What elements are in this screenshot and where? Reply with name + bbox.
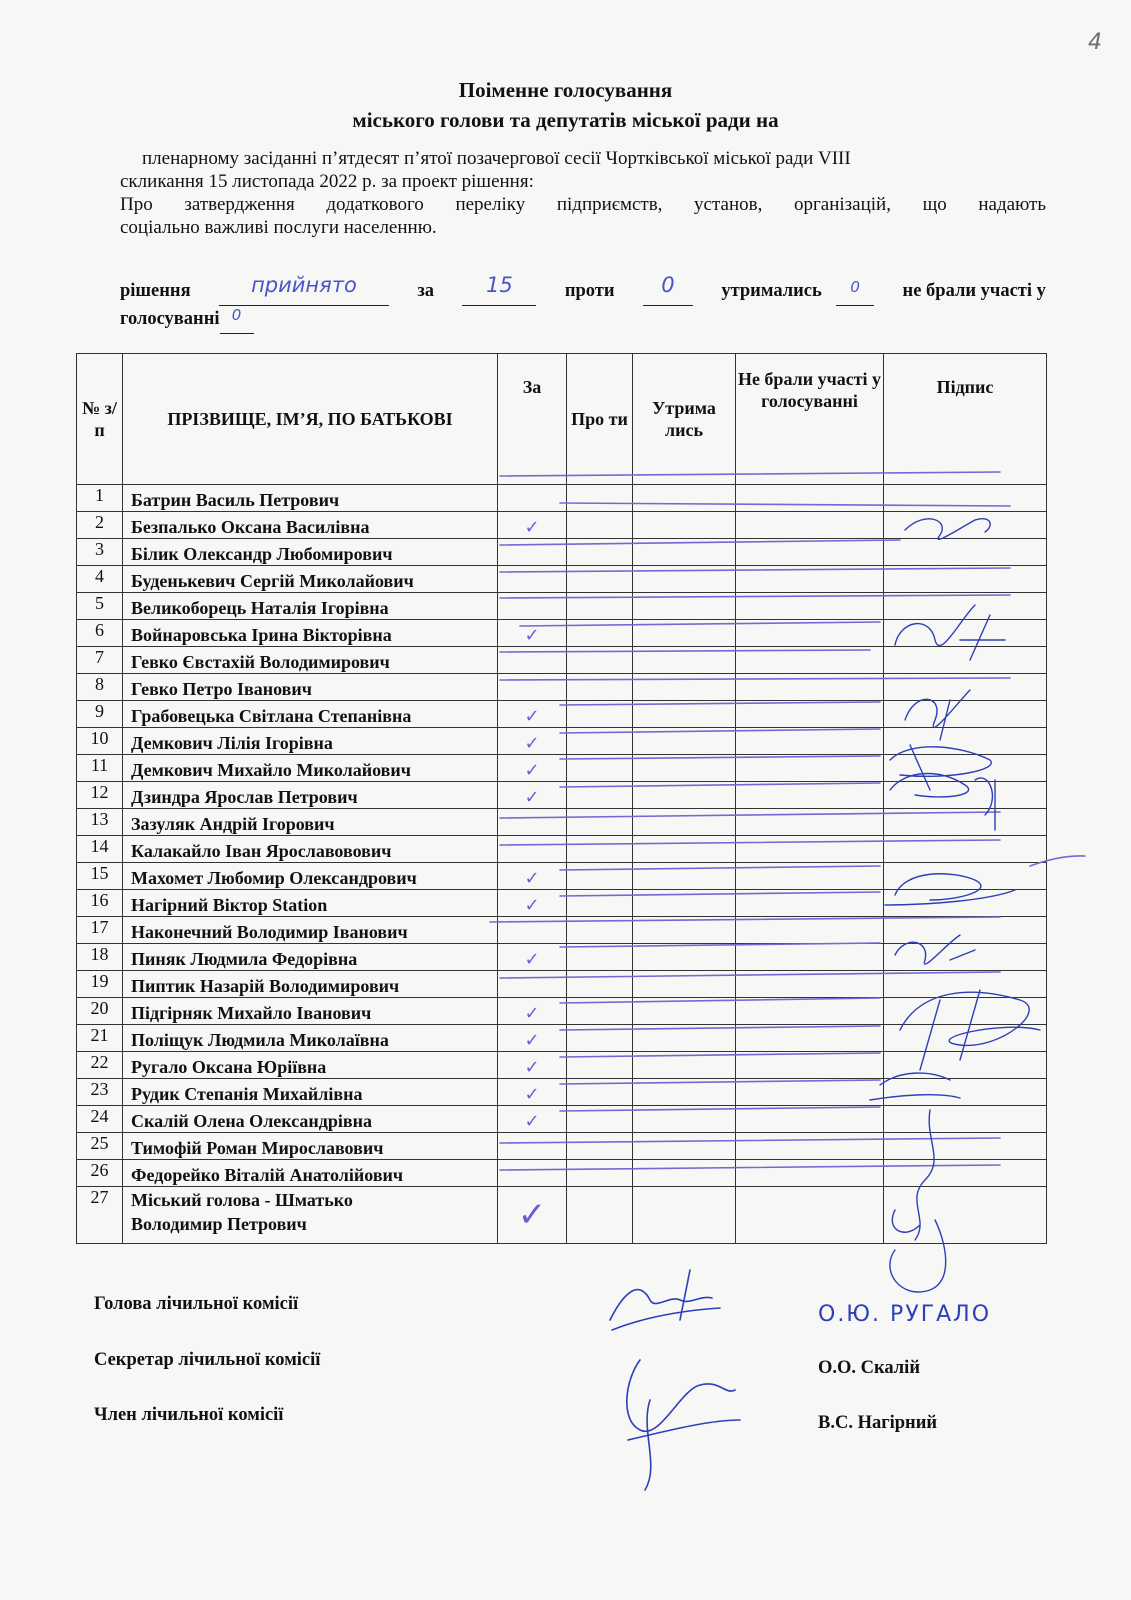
header-num: № з/п <box>77 354 123 485</box>
decision-label: рішення <box>120 281 191 301</box>
for-mark <box>498 917 567 944</box>
against-cell <box>567 1160 633 1187</box>
not-voted-cell <box>736 620 884 647</box>
table-row <box>77 701 1047 728</box>
for-mark: ✓ <box>498 1079 567 1106</box>
not-voted-cell <box>736 1025 884 1052</box>
row-name: Федорейко Віталій Анатолійович <box>123 1160 498 1187</box>
not-voted-cell <box>736 971 884 998</box>
against-cell <box>567 1133 633 1160</box>
intro-line: скликання 15 листопада 2022 р. за проект рішення: <box>120 171 534 192</box>
for-mark <box>498 1160 567 1187</box>
row-name: Дзиндра Ярослав Петрович <box>123 782 498 809</box>
abstained-cell <box>633 539 736 566</box>
against-cell <box>567 836 633 863</box>
abstained-cell <box>633 1160 736 1187</box>
not-voted-cell <box>736 647 884 674</box>
signature-cell <box>884 512 1047 539</box>
row-name-line: Міський голова - Шматько <box>131 1190 353 1210</box>
table-row <box>77 728 1047 755</box>
row-num: 13 <box>77 809 123 836</box>
not-voted-cell <box>736 512 884 539</box>
signature-cell <box>884 593 1047 620</box>
header-not-voted: Не брали участі у голосуванні <box>736 354 884 485</box>
not-voted-cell <box>736 1079 884 1106</box>
table-row <box>77 863 1047 890</box>
against-cell <box>567 593 633 620</box>
against-count-field <box>643 273 693 306</box>
row-name: Калакайло Іван Ярославовович <box>123 836 498 863</box>
row-name: Грабовецька Світлана Степанівна <box>123 701 498 728</box>
member-signature <box>627 1360 740 1490</box>
abstained-cell <box>633 809 736 836</box>
page-number: 4 <box>1088 30 1102 55</box>
against-cell <box>567 971 633 998</box>
page-subtitle: міського голови та депутатів міської ради на <box>352 108 779 132</box>
row-name: Буденькевич Сергій Миколайович <box>123 566 498 593</box>
row-num: 19 <box>77 971 123 998</box>
table-row <box>77 1079 1047 1106</box>
table-row <box>77 944 1047 971</box>
not-voted-cell <box>736 593 884 620</box>
abstained-count-field <box>836 278 874 306</box>
secretary-name: О.О. Скалій <box>818 1358 920 1378</box>
row-name: Рудик Степанія Михайлівна <box>123 1079 498 1106</box>
abstained-cell <box>633 1187 736 1244</box>
signature-cell <box>884 566 1047 593</box>
row-num: 25 <box>77 1133 123 1160</box>
row-num: 22 <box>77 1052 123 1079</box>
table-row <box>77 647 1047 674</box>
abstained-cell <box>633 647 736 674</box>
not-voted-cell <box>736 863 884 890</box>
table-row <box>77 620 1047 647</box>
table-row <box>77 1187 1047 1244</box>
for-count-field <box>462 273 536 306</box>
signature-cell <box>884 701 1047 728</box>
table-row <box>77 1133 1047 1160</box>
against-cell <box>567 674 633 701</box>
not-voted-cell <box>736 701 884 728</box>
row-num: 8 <box>77 674 123 701</box>
signature-cell <box>884 809 1047 836</box>
row-name: Ругало Оксана Юріївна <box>123 1052 498 1079</box>
row-num: 16 <box>77 890 123 917</box>
row-name: Наконечний Володимир Іванович <box>123 917 498 944</box>
for-mark: ✓ <box>498 863 567 890</box>
not-voted-cell <box>736 728 884 755</box>
against-cell <box>567 890 633 917</box>
chair-signature <box>610 1270 720 1330</box>
abstained-label: утримались <box>721 281 822 301</box>
vote-table <box>76 353 1047 1244</box>
table-row <box>77 755 1047 782</box>
table-row <box>77 1160 1047 1187</box>
abstained-cell <box>633 620 736 647</box>
chair-name: О.Ю. РУГАЛО <box>818 1302 992 1327</box>
row-name: Батрин Василь Петрович <box>123 485 498 512</box>
header-abstained: Утрима лись <box>633 354 736 485</box>
not-voted-cell <box>736 1106 884 1133</box>
abstained-cell <box>633 1079 736 1106</box>
not-voted-cell <box>736 944 884 971</box>
abstained-cell <box>633 728 736 755</box>
for-mark: ✓ <box>498 1187 567 1244</box>
not-voted-cell <box>736 917 884 944</box>
row-name: Демкович Лілія Ігорівна <box>123 728 498 755</box>
abstained-cell <box>633 593 736 620</box>
signature-cell <box>884 998 1047 1025</box>
abstained-cell <box>633 836 736 863</box>
against-cell <box>567 485 633 512</box>
against-cell <box>567 863 633 890</box>
against-cell <box>567 782 633 809</box>
for-mark <box>498 836 567 863</box>
not-voted-cell <box>736 539 884 566</box>
row-num: 6 <box>77 620 123 647</box>
row-name: Махомет Любомир Олександрович <box>123 863 498 890</box>
signature-cell <box>884 1106 1047 1133</box>
signature-cell <box>884 1052 1047 1079</box>
row-name: Войнаровська Ірина Вікторівна <box>123 620 498 647</box>
table-row <box>77 998 1047 1025</box>
row-name: Гевко Петро Іванович <box>123 674 498 701</box>
signature-cell <box>884 863 1047 890</box>
against-cell <box>567 1052 633 1079</box>
table-row <box>77 566 1047 593</box>
row-num: 23 <box>77 1079 123 1106</box>
table-row <box>77 836 1047 863</box>
signature-cell <box>884 1079 1047 1106</box>
for-mark: ✓ <box>498 728 567 755</box>
row-num: 9 <box>77 701 123 728</box>
row-name <box>123 1187 498 1244</box>
row-num: 18 <box>77 944 123 971</box>
not-voted-cell <box>736 566 884 593</box>
not-voted-cell <box>736 809 884 836</box>
against-cell <box>567 620 633 647</box>
signature-cell <box>884 755 1047 782</box>
not-voted-cell <box>736 755 884 782</box>
not-voted-cell <box>736 1133 884 1160</box>
row-num: 1 <box>77 485 123 512</box>
table-row <box>77 593 1047 620</box>
for-mark <box>498 485 567 512</box>
secretary-label: Секретар лічильної комісії <box>94 1350 321 1370</box>
for-mark: ✓ <box>498 944 567 971</box>
abstained-cell <box>633 566 736 593</box>
abstained-cell <box>633 971 736 998</box>
not-voted-count-field <box>220 306 254 334</box>
signature-cell <box>884 917 1047 944</box>
row-name: Скалій Олена Олександрівна <box>123 1106 498 1133</box>
signature-cell <box>884 1160 1047 1187</box>
against-cell <box>567 566 633 593</box>
against-cell <box>567 944 633 971</box>
decision-result-field <box>219 273 389 306</box>
abstained-cell <box>633 917 736 944</box>
row-num: 7 <box>77 647 123 674</box>
row-num: 27 <box>77 1187 123 1244</box>
not-voted-cell <box>736 998 884 1025</box>
not-voted-count-value: 0 <box>231 306 242 324</box>
row-num: 2 <box>77 512 123 539</box>
signature-cell <box>884 782 1047 809</box>
row-num: 26 <box>77 1160 123 1187</box>
not-voted-cell <box>736 1160 884 1187</box>
against-cell <box>567 1106 633 1133</box>
row-name: Пиняк Людмила Федорівна <box>123 944 498 971</box>
against-cell <box>567 809 633 836</box>
for-mark: ✓ <box>498 512 567 539</box>
decision-result-value: прийнято <box>251 273 357 297</box>
signature-cell <box>884 539 1047 566</box>
abstained-cell <box>633 1025 736 1052</box>
not-voted-cell <box>736 782 884 809</box>
abstained-cell <box>633 890 736 917</box>
row-num: 5 <box>77 593 123 620</box>
intro-line: пленарному засіданні п’ятдесят п’ятої позачергової сесії Чортківської міської ради VIII <box>142 148 851 169</box>
table-row <box>77 1052 1047 1079</box>
header-name: ПРІЗВИЩЕ, ІМ’Я, ПО БАТЬКОВІ <box>123 354 498 485</box>
table-row <box>77 539 1047 566</box>
abstained-cell <box>633 863 736 890</box>
against-cell <box>567 539 633 566</box>
not-voted-label: не брали участі у <box>902 281 1046 301</box>
row-name: Підгірняк Михайло Іванович <box>123 998 498 1025</box>
against-cell <box>567 647 633 674</box>
signature-cell <box>884 1133 1047 1160</box>
abstained-count-value: 0 <box>850 278 860 296</box>
row-num: 24 <box>77 1106 123 1133</box>
not-voted-cell <box>736 1052 884 1079</box>
for-mark: ✓ <box>498 1106 567 1133</box>
row-num: 11 <box>77 755 123 782</box>
row-name: Нагірний Віктор Station <box>123 890 498 917</box>
for-mark <box>498 647 567 674</box>
abstained-cell <box>633 701 736 728</box>
abstained-cell <box>633 512 736 539</box>
signature-cell <box>884 647 1047 674</box>
abstained-cell <box>633 674 736 701</box>
table-row <box>77 485 1047 512</box>
intro-line: соціально важливі послуги населенню. <box>120 217 437 238</box>
for-mark: ✓ <box>498 890 567 917</box>
abstained-cell <box>633 1052 736 1079</box>
for-mark <box>498 593 567 620</box>
row-num: 20 <box>77 998 123 1025</box>
for-mark: ✓ <box>498 755 567 782</box>
chair-label: Голова лічильної комісії <box>94 1294 299 1314</box>
row-num: 21 <box>77 1025 123 1052</box>
signature-cell <box>884 836 1047 863</box>
abstained-cell <box>633 998 736 1025</box>
member-label: Член лічильної комісії <box>94 1405 284 1425</box>
row-num: 14 <box>77 836 123 863</box>
against-cell <box>567 512 633 539</box>
for-count-value: 15 <box>486 273 513 297</box>
row-name: Тимофій Роман Мирославович <box>123 1133 498 1160</box>
commission-signatures <box>610 1270 740 1490</box>
header-for: За <box>498 354 567 485</box>
table-row <box>77 971 1047 998</box>
abstained-cell <box>633 755 736 782</box>
signature-cell <box>884 674 1047 701</box>
abstained-cell <box>633 944 736 971</box>
against-cell <box>567 1025 633 1052</box>
for-mark: ✓ <box>498 998 567 1025</box>
row-name: Демкович Михайло Миколайович <box>123 755 498 782</box>
signature-cell <box>884 1187 1047 1244</box>
row-name: Безпалько Оксана Василівна <box>123 512 498 539</box>
abstained-cell <box>633 485 736 512</box>
for-mark: ✓ <box>498 620 567 647</box>
row-name: Пиптик Назарій Володимирович <box>123 971 498 998</box>
not-voted-cell <box>736 836 884 863</box>
signature-cell <box>884 485 1047 512</box>
table-row <box>77 782 1047 809</box>
row-num: 3 <box>77 539 123 566</box>
table-row <box>77 1106 1047 1133</box>
signature-cell <box>884 890 1047 917</box>
for-label: за <box>417 281 435 301</box>
row-name: Білик Олександр Любомирович <box>123 539 498 566</box>
decision-summary <box>120 273 1046 334</box>
against-cell <box>567 1079 633 1106</box>
row-num: 10 <box>77 728 123 755</box>
against-cell <box>567 755 633 782</box>
row-name: Поліщук Людмила Миколаївна <box>123 1025 498 1052</box>
member-name: В.С. Нагірний <box>818 1413 938 1433</box>
signature-cell <box>884 944 1047 971</box>
abstained-cell <box>633 782 736 809</box>
against-label: проти <box>564 281 615 301</box>
for-mark <box>498 1133 567 1160</box>
abstained-cell <box>633 1106 736 1133</box>
table-row <box>77 1025 1047 1052</box>
for-mark: ✓ <box>498 782 567 809</box>
signature-cell <box>884 620 1047 647</box>
against-cell <box>567 1187 633 1244</box>
not-voted-cell <box>736 485 884 512</box>
not-voted-cell <box>736 674 884 701</box>
not-voted-cell <box>736 1187 884 1244</box>
for-mark <box>498 809 567 836</box>
header-signature: Підпис <box>884 354 1047 485</box>
for-mark: ✓ <box>498 701 567 728</box>
for-mark: ✓ <box>498 1025 567 1052</box>
against-cell <box>567 917 633 944</box>
row-num: 17 <box>77 917 123 944</box>
row-name-line: Володимир Петрович <box>131 1214 307 1234</box>
signature-cell <box>884 728 1047 755</box>
session-description <box>120 147 1046 239</box>
header-against: Про ти <box>567 354 633 485</box>
not-voted-cell <box>736 890 884 917</box>
row-num: 12 <box>77 782 123 809</box>
against-cell <box>567 701 633 728</box>
against-cell <box>567 998 633 1025</box>
against-cell <box>567 728 633 755</box>
signature-cell <box>884 971 1047 998</box>
table-row <box>77 917 1047 944</box>
for-mark <box>498 566 567 593</box>
against-count-value: 0 <box>661 273 675 297</box>
for-mark <box>498 674 567 701</box>
not-voted-label-cont: голосуванні <box>120 309 220 329</box>
row-name: Гевко Євстахій Володимирович <box>123 647 498 674</box>
row-num: 15 <box>77 863 123 890</box>
page-title: Поіменне голосування <box>458 78 673 102</box>
table-row <box>77 512 1047 539</box>
intro-line: Про затвердження додаткового переліку підприємств, установ, організацій, що надають <box>120 194 1046 215</box>
for-mark <box>498 539 567 566</box>
row-name: Зазуляк Андрій Ігорович <box>123 809 498 836</box>
table-row <box>77 674 1047 701</box>
abstained-cell <box>633 1133 736 1160</box>
table-row <box>77 890 1047 917</box>
row-num: 4 <box>77 566 123 593</box>
row-name: Великоборець Наталія Ігорівна <box>123 593 498 620</box>
signature-cell <box>884 1025 1047 1052</box>
for-mark: ✓ <box>498 1052 567 1079</box>
for-mark <box>498 971 567 998</box>
table-header-row <box>77 354 1047 485</box>
table-row <box>77 809 1047 836</box>
